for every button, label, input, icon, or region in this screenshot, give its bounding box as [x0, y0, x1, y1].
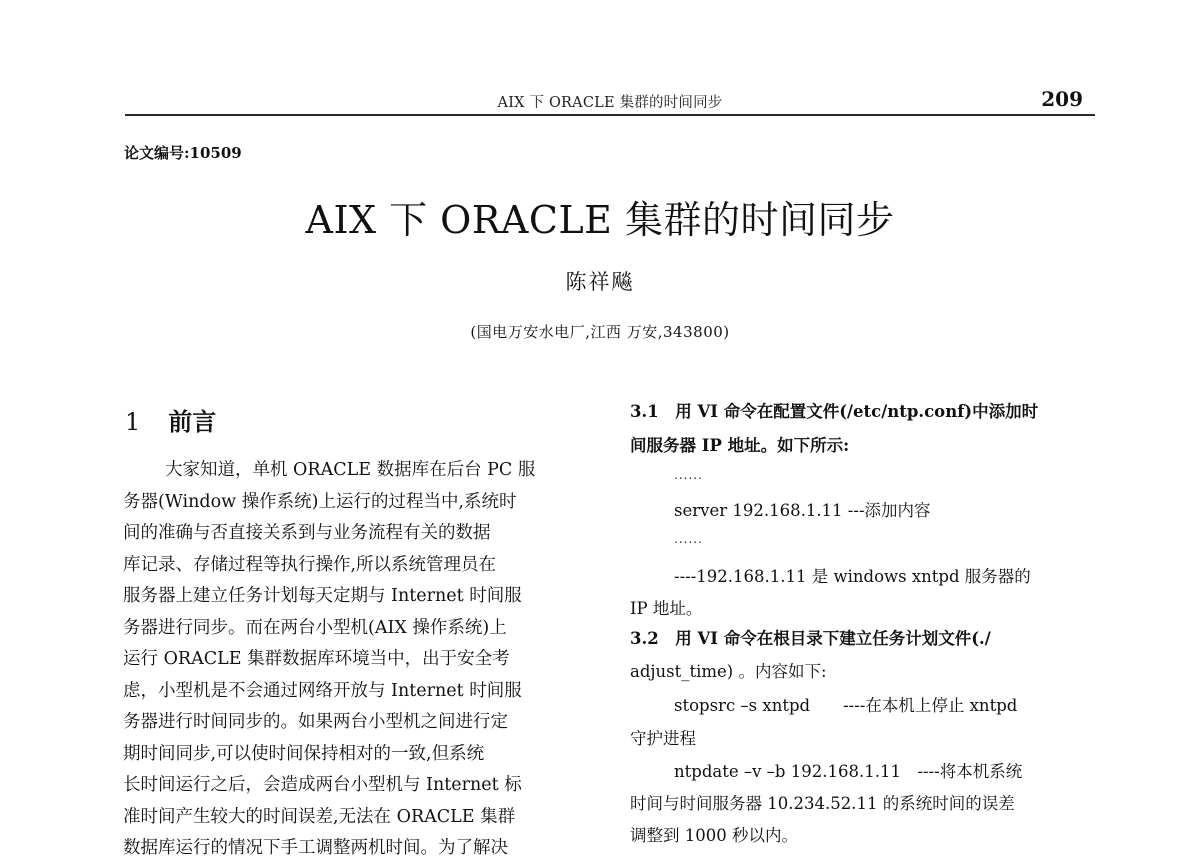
- stopsrc-command-line: stopsrc –s xntpd ----在本机上停止 xntpd: [674, 696, 1018, 715]
- section-heading: [125, 402, 216, 437]
- author-name: 陈祥飚: [565, 270, 635, 294]
- step-3-1-heading: 3.1 用 VI 命令在配置文件(/etc/ntp.conf)中添加时: [630, 402, 1039, 421]
- body-line: 大家知道，单机 ORACLE 数据库在后台 PC 服: [165, 460, 536, 480]
- section-title: 前言: [168, 407, 217, 436]
- step-3-2-heading: 3.2 用 VI 命令在根目录下建立任务计划文件(./: [630, 629, 991, 648]
- body-line: 准时间产生较大的时间误差,无法在 ORACLE 集群: [123, 806, 516, 827]
- body-line: 期时间同步,可以使时间保持相对的一致,但系统: [123, 743, 485, 764]
- body-line: 务器(Window 操作系统)上运行的过程当中,系统时: [123, 491, 517, 512]
- body-line: 务器进行时间同步的。如果两台小型机之间进行定: [123, 712, 508, 732]
- server-note-continued: IP 地址。: [630, 599, 703, 618]
- body-line: 库记录、存储过程等执行操作,所以系统管理员在: [123, 554, 497, 575]
- body-line: 长时间运行之后，会造成两台小型机与 Internet 标: [123, 775, 522, 795]
- server-config-line: server 192.168.1.11 ---添加内容: [674, 501, 931, 520]
- author-affiliation: (国电万安水电厂,江西 万安,343800): [470, 323, 730, 341]
- paper-id: 论文编号:10509: [124, 144, 242, 162]
- body-line: 间的准确与否直接关系到与业务流程有关的数据: [123, 523, 491, 543]
- section-number: 1: [125, 408, 141, 436]
- body-line: 运行 ORACLE 集群数据库环境当中，出于安全考: [123, 649, 510, 669]
- left-column-body: [123, 455, 589, 865]
- paper-title: AIX 下 ORACLE 集群的时间同步: [305, 198, 895, 242]
- ellipsis-line: ......: [674, 532, 703, 546]
- ellipsis-line: ......: [674, 468, 703, 482]
- step-3-1-heading-continued: 间服务器 IP 地址。如下所示:: [630, 436, 850, 455]
- page-number: 209: [1041, 87, 1083, 111]
- ntpdate-command-line: ntpdate –v –b 192.168.1.11 ----将本机系统: [674, 762, 1023, 781]
- server-note-line: ----192.168.1.11 是 windows xntpd 服务器的: [674, 567, 1031, 586]
- running-title: AIX 下 ORACLE 集群的时间同步: [497, 95, 723, 111]
- body-line: 虑，小型机是不会通过网络开放与 Internet 时间服: [123, 680, 522, 701]
- body-line: 数据库运行的情况下手工调整两机时间。为了解决: [123, 838, 508, 858]
- ntpdate-description-end: 调整到 1000 秒以内。: [630, 826, 798, 845]
- body-line: 务器进行同步。而在两台小型机(AIX 操作系统)上: [123, 617, 507, 638]
- body-line: 服务器上建立任务计划每天定期与 Internet 时间服: [123, 586, 522, 606]
- stopsrc-description-continued: 守护进程: [630, 729, 696, 748]
- running-head: [125, 88, 1095, 116]
- ntpdate-description-line: 时间与时间服务器 10.234.52.11 的系统时间的误差: [630, 794, 1015, 813]
- step-3-2-heading-continued: adjust_time) 。内容如下:: [630, 662, 827, 681]
